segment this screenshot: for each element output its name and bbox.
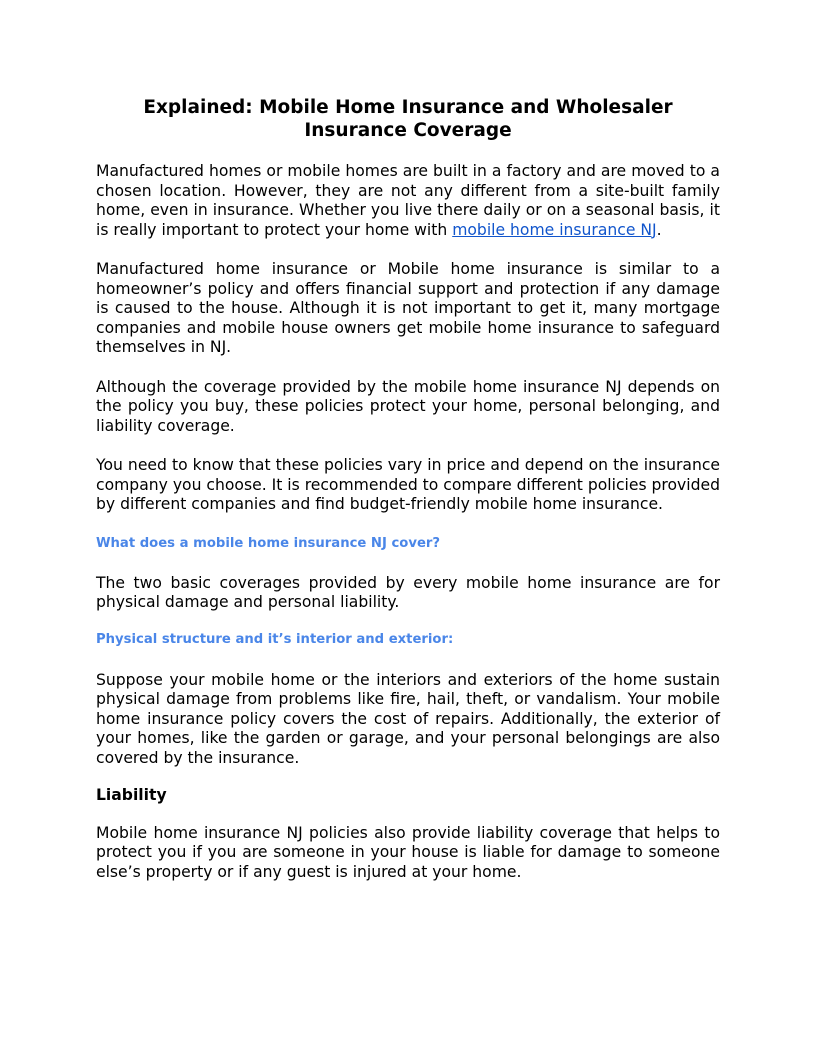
manufactured-insurance-paragraph: Manufactured home insurance or Mobile home insurance is similar to a homeowner’s policy and offers financial support and protection if any damage is caused to the house. Although it is not important to get it, many mortgage companies and mobile house owners get mobile home insurance to safeguard themselves in NJ. (96, 260, 720, 356)
heading-physical-structure: Physical structure and it’s interior and exterior: (96, 631, 454, 647)
page-title-line-1: Explained: Mobile Home Insurance and Wholesaler (143, 97, 673, 118)
liability-paragraph: Mobile home insurance NJ policies also provide liability coverage that helps to protect you if you are someone in your house is liable for damage to someone else’s property or if any guest is injured at your home. (96, 823, 720, 881)
mobile-home-insurance-nj-link[interactable]: mobile home insurance NJ (452, 220, 657, 239)
page-title-line-2: Insurance Coverage (304, 120, 512, 141)
heading-liability: Liability (96, 786, 167, 804)
basic-coverages-paragraph: The two basic coverages provided by every mobile home insurance are for physical damage and personal liability. (96, 573, 720, 611)
document-page (96, 96, 720, 882)
policy-price-paragraph: You need to know that these policies vary in price and depend on the insurance company you choose. It is recommended to compare different policies provided by different companies and find budget-friendly mobile home insurance. (96, 456, 720, 513)
intro-paragraph-text: Manufactured homes or mobile homes are built in a factory and are moved to a chosen location. However, they are not any different from a site-built family home, even in insurance. Whether you live there daily or on a seasonal basis, it is really important to protect your home with (96, 162, 720, 239)
intro-paragraph (96, 162, 720, 240)
page-title (96, 96, 720, 142)
coverage-depends-paragraph: Although the coverage provided by the mobile home insurance NJ depends on the policy you buy, these policies protect your home, personal belonging, and liability coverage. (96, 377, 720, 435)
physical-damage-paragraph: Suppose your mobile home or the interiors and exteriors of the home sustain physical damage from problems like fire, hail, theft, or vandalism. Your mobile home insurance policy covers the cost of repairs. Additionally, the exterior of your homes, like the garden or garage, and your personal belongings are also covered by the insurance. (96, 670, 720, 767)
heading-what-does-cover: What does a mobile home insurance NJ cover? (96, 535, 441, 551)
intro-paragraph-end: . (656, 220, 662, 239)
